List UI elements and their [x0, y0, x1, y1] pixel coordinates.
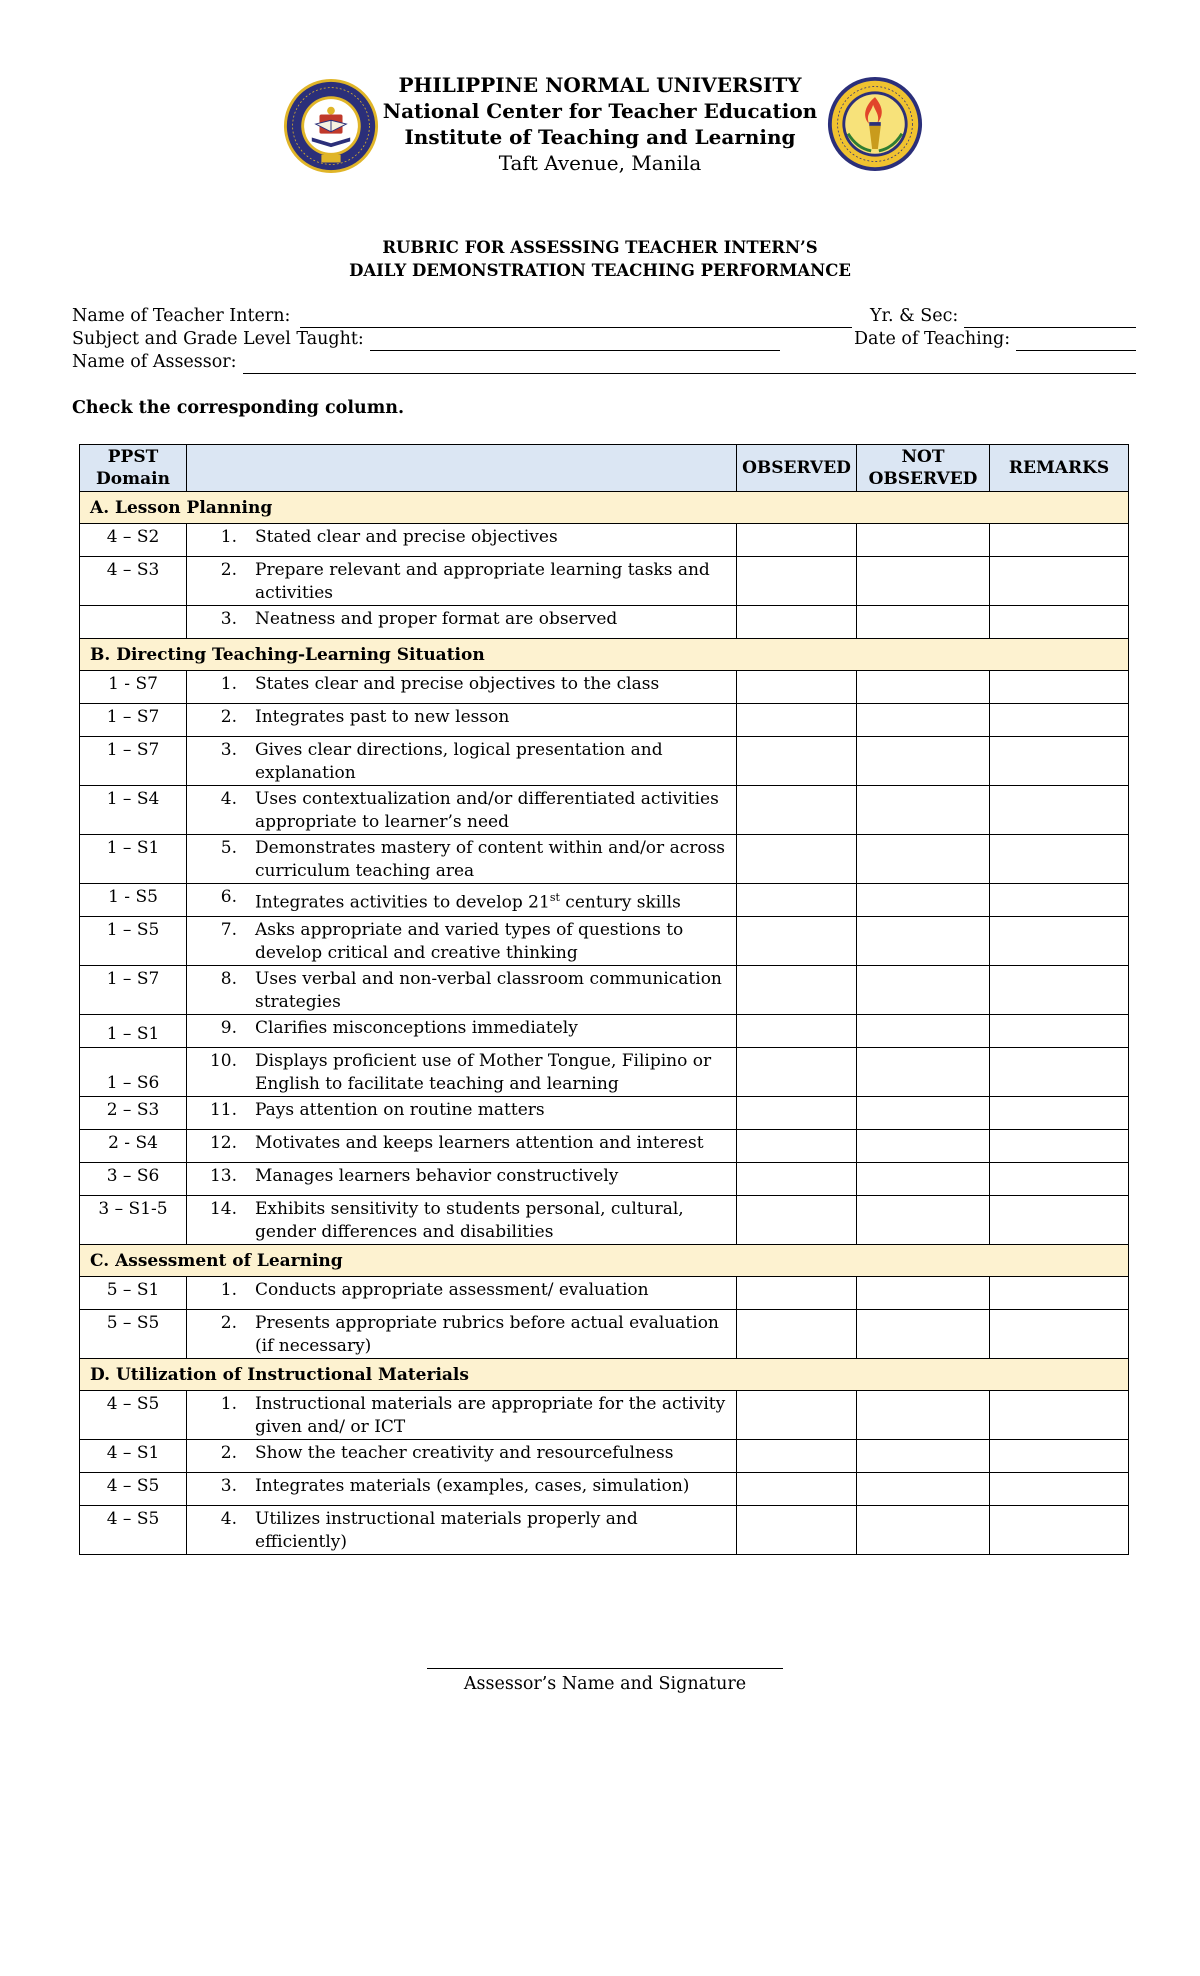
criteria-text: Show the teacher creativity and resourcefulness: [255, 1443, 674, 1463]
not-observed-cell[interactable]: [857, 884, 990, 917]
table-row: [80, 1130, 1129, 1163]
remarks-cell[interactable]: [990, 1310, 1129, 1359]
not-observed-cell[interactable]: [857, 1163, 990, 1196]
date-of-teaching-field[interactable]: [854, 327, 1136, 351]
remarks-cell[interactable]: [990, 1130, 1129, 1163]
criteria-text: Gives clear directions, logical presentation and explanation: [255, 740, 663, 783]
criteria-item: [187, 1393, 736, 1439]
criteria-number: 10.: [209, 1051, 237, 1071]
criteria-item: [187, 788, 736, 834]
not-observed-cell[interactable]: [857, 835, 990, 884]
criteria-number: 9.: [220, 1018, 237, 1038]
criteria-number: 14.: [209, 1199, 237, 1219]
criteria-text: Prepare relevant and appropriate learning tasks and activities: [255, 560, 710, 603]
observed-cell[interactable]: [737, 1506, 857, 1555]
criteria-item: [187, 1475, 736, 1498]
table-row: [80, 835, 1129, 884]
observed-cell[interactable]: [737, 835, 857, 884]
teacher-intern-label: Name of Teacher Intern:: [72, 306, 291, 326]
observed-cell[interactable]: [737, 671, 857, 704]
criteria-item: [187, 1017, 736, 1040]
assessor-name-label: Name of Assessor:: [72, 352, 237, 372]
col-criteria: [187, 445, 737, 492]
criteria-number: 13.: [209, 1166, 237, 1186]
remarks-cell[interactable]: [990, 1015, 1129, 1048]
observed-cell[interactable]: [737, 786, 857, 835]
not-observed-cell[interactable]: [857, 1048, 990, 1097]
criteria-text: Exhibits sensitivity to students personal, cultural, gender differences and disabilities: [255, 1199, 684, 1242]
remarks-cell[interactable]: [990, 1196, 1129, 1245]
instruction-text: Check the corresponding column.: [72, 398, 405, 418]
observed-cell[interactable]: [737, 1196, 857, 1245]
remarks-cell[interactable]: [990, 917, 1129, 966]
table-row: [80, 1310, 1129, 1359]
criteria-item: [187, 919, 736, 965]
criteria-item: [187, 526, 736, 549]
criteria-item: [187, 1508, 736, 1554]
center-name: National Center for Teacher Education: [382, 99, 818, 123]
criteria-number: 1.: [220, 1280, 237, 1300]
criteria-cell: [187, 557, 737, 606]
criteria-text: Conducts appropriate assessment/ evaluation: [255, 1280, 649, 1300]
criteria-text: Manages learners behavior constructively: [255, 1166, 619, 1186]
ppst-domain-cell: 1 – S1: [80, 1015, 187, 1048]
criteria-number: 4.: [220, 1509, 237, 1529]
criteria-number: 2.: [220, 1313, 237, 1333]
criteria-text: Integrates activities to develop 21st century skills: [255, 891, 681, 913]
table-row: [80, 884, 1129, 917]
criteria-number: 5.: [220, 838, 237, 858]
not-observed-cell[interactable]: [857, 524, 990, 557]
criteria-cell: [187, 606, 737, 639]
ppst-domain-cell: 3 – S1-5: [80, 1196, 187, 1245]
not-observed-cell[interactable]: [857, 1097, 990, 1130]
not-observed-cell[interactable]: [857, 1391, 990, 1440]
date-of-teaching-line[interactable]: [1016, 333, 1136, 351]
subject-grade-line[interactable]: [370, 333, 780, 351]
remarks-cell[interactable]: [990, 884, 1129, 917]
institution-header: [360, 72, 840, 176]
teacher-intern-line[interactable]: [300, 310, 852, 328]
criteria-cell: [187, 524, 737, 557]
ppst-domain-cell: 1 - S5: [80, 884, 187, 917]
assessor-name-field[interactable]: [72, 350, 1136, 374]
not-observed-cell[interactable]: [857, 1440, 990, 1473]
table-row: [80, 1277, 1129, 1310]
criteria-number: 11.: [209, 1100, 237, 1120]
observed-cell[interactable]: [737, 884, 857, 917]
criteria-item: [187, 1165, 736, 1188]
ppst-domain-cell: 1 – S4: [80, 786, 187, 835]
ppst-domain-cell: [80, 606, 187, 639]
ordinal-suffix: st: [549, 891, 560, 904]
criteria-text: Stated clear and precise objectives: [255, 527, 558, 547]
remarks-cell[interactable]: [990, 1391, 1129, 1440]
remarks-cell[interactable]: [990, 1048, 1129, 1097]
criteria-cell: [187, 1310, 737, 1359]
section-title: D. Utilization of Instructional Materials: [80, 1359, 1129, 1391]
remarks-cell[interactable]: [990, 1163, 1129, 1196]
section-row: [80, 639, 1129, 671]
section-title: A. Lesson Planning: [80, 492, 1129, 524]
observed-cell[interactable]: [737, 606, 857, 639]
not-observed-cell[interactable]: [857, 1196, 990, 1245]
observed-cell[interactable]: [737, 1391, 857, 1440]
observed-cell[interactable]: [737, 524, 857, 557]
ppst-domain-cell: 1 – S6: [80, 1048, 187, 1097]
date-of-teaching-label: Date of Teaching:: [854, 329, 1011, 349]
not-observed-cell[interactable]: [857, 1130, 990, 1163]
not-observed-cell[interactable]: [857, 671, 990, 704]
rubric-table-body: [80, 492, 1129, 1555]
criteria-number: 2.: [220, 560, 237, 580]
ppst-domain-cell: 5 – S5: [80, 1310, 187, 1359]
criteria-text: Instructional materials are appropriate for the activity given and/ or ICT: [255, 1394, 726, 1437]
institution-address: Taft Avenue, Manila: [498, 151, 702, 175]
remarks-cell[interactable]: [990, 1473, 1129, 1506]
criteria-item: [187, 1099, 736, 1122]
criteria-number: 4.: [220, 789, 237, 809]
criteria-cell: [187, 786, 737, 835]
document-title: [200, 236, 1000, 282]
criteria-number: 1.: [220, 527, 237, 547]
criteria-cell: [187, 1277, 737, 1310]
table-row: [80, 704, 1129, 737]
observed-cell[interactable]: [737, 1310, 857, 1359]
criteria-cell: [187, 884, 737, 917]
section-row: [80, 1245, 1129, 1277]
table-row: [80, 737, 1129, 786]
criteria-text: Presents appropriate rubrics before actual evaluation (if necessary): [255, 1313, 719, 1356]
remarks-cell[interactable]: [990, 671, 1129, 704]
criteria-text: Integrates materials (examples, cases, simulation): [255, 1476, 690, 1496]
yr-sec-line[interactable]: [964, 310, 1136, 328]
table-row: [80, 1440, 1129, 1473]
not-observed-cell[interactable]: [857, 1015, 990, 1048]
criteria-text: Neatness and proper format are observed: [255, 609, 618, 629]
table-row: [80, 606, 1129, 639]
observed-cell[interactable]: [737, 1130, 857, 1163]
remarks-cell[interactable]: [990, 1506, 1129, 1555]
criteria-item: [187, 1279, 736, 1302]
table-row: [80, 524, 1129, 557]
criteria-item: [187, 559, 736, 605]
criteria-number: 2.: [220, 1443, 237, 1463]
criteria-cell: [187, 835, 737, 884]
remarks-cell[interactable]: [990, 557, 1129, 606]
criteria-number: 3.: [220, 609, 237, 629]
criteria-item: [187, 968, 736, 1014]
remarks-cell[interactable]: [990, 606, 1129, 639]
criteria-cell: [187, 1473, 737, 1506]
criteria-number: 6.: [220, 887, 237, 907]
criteria-cell: [187, 966, 737, 1015]
criteria-text: Clarifies misconceptions immediately: [255, 1018, 578, 1038]
institute-name: Institute of Teaching and Learning: [404, 125, 796, 149]
section-row: [80, 1359, 1129, 1391]
observed-cell[interactable]: [737, 1473, 857, 1506]
criteria-cell: [187, 1048, 737, 1097]
ppst-domain-cell: 1 – S1: [80, 835, 187, 884]
criteria-cell: [187, 1097, 737, 1130]
ppst-domain-cell: 3 – S6: [80, 1163, 187, 1196]
ppst-domain-cell: 1 – S5: [80, 917, 187, 966]
criteria-text: States clear and precise objectives to the class: [255, 674, 660, 694]
remarks-cell[interactable]: [990, 524, 1129, 557]
criteria-number: 1.: [220, 674, 237, 694]
criteria-item: [187, 1312, 736, 1358]
not-observed-cell[interactable]: [857, 1277, 990, 1310]
ppst-domain-cell: 4 – S5: [80, 1473, 187, 1506]
subject-grade-field[interactable]: [72, 327, 780, 351]
criteria-text: Displays proficient use of Mother Tongue, Filipino or English to facilitate teaching and learning: [255, 1051, 712, 1094]
criteria-cell: [187, 1391, 737, 1440]
observed-cell[interactable]: [737, 1440, 857, 1473]
subject-grade-label: Subject and Grade Level Taught:: [72, 329, 364, 349]
ppst-domain-cell: 4 – S2: [80, 524, 187, 557]
not-observed-cell[interactable]: [857, 737, 990, 786]
table-row: [80, 1473, 1129, 1506]
criteria-cell: [187, 1015, 737, 1048]
criteria-number: 2.: [220, 707, 237, 727]
criteria-cell: [187, 737, 737, 786]
observed-cell[interactable]: [737, 1048, 857, 1097]
ppst-domain-cell: 4 – S5: [80, 1506, 187, 1555]
ppst-domain-cell: 2 – S3: [80, 1097, 187, 1130]
criteria-item: [187, 739, 736, 785]
criteria-text: Utilizes instructional materials properly and efficiently): [255, 1509, 638, 1552]
section-title: C. Assessment of Learning: [80, 1245, 1129, 1277]
table-row: [80, 1391, 1129, 1440]
signature-label: Assessor’s Name and Signature: [463, 1674, 747, 1694]
yr-sec-label: Yr. & Sec:: [870, 306, 959, 326]
criteria-item: [187, 608, 736, 631]
criteria-text: Motivates and keeps learners attention and interest: [255, 1133, 704, 1153]
col-ppst-domain: PPST Domain: [80, 445, 187, 492]
criteria-text: Integrates past to new lesson: [255, 707, 510, 727]
ppst-domain-cell: 4 – S3: [80, 557, 187, 606]
remarks-cell[interactable]: [990, 966, 1129, 1015]
table-row: [80, 786, 1129, 835]
not-observed-cell[interactable]: [857, 1506, 990, 1555]
criteria-number: 3.: [220, 1476, 237, 1496]
remarks-cell[interactable]: [990, 835, 1129, 884]
criteria-number: 12.: [209, 1133, 237, 1153]
criteria-item: [187, 886, 736, 915]
teacher-intern-field[interactable]: [72, 304, 852, 328]
not-observed-cell[interactable]: [857, 606, 990, 639]
title-line-1: RUBRIC FOR ASSESSING TEACHER INTERN’S: [382, 238, 818, 257]
observed-cell[interactable]: [737, 737, 857, 786]
table-row: [80, 966, 1129, 1015]
criteria-item: [187, 1050, 736, 1096]
criteria-number: 7.: [220, 920, 237, 940]
col-not-observed: NOT OBSERVED: [857, 445, 990, 492]
observed-cell[interactable]: [737, 1163, 857, 1196]
rubric-table: [79, 444, 1129, 1555]
remarks-cell[interactable]: [990, 786, 1129, 835]
section-row: [80, 492, 1129, 524]
ppst-domain-cell: 1 – S7: [80, 966, 187, 1015]
criteria-text: Uses verbal and non-verbal classroom communication strategies: [255, 969, 722, 1012]
not-observed-cell[interactable]: [857, 1473, 990, 1506]
remarks-cell[interactable]: [990, 737, 1129, 786]
criteria-cell: [187, 1506, 737, 1555]
table-row: [80, 1196, 1129, 1245]
ppst-domain-cell: 1 – S7: [80, 704, 187, 737]
table-row: [80, 1163, 1129, 1196]
criteria-cell: [187, 1130, 737, 1163]
table-row: [80, 557, 1129, 606]
table-row: [80, 1506, 1129, 1555]
criteria-text: Asks appropriate and varied types of questions to develop critical and creative thinking: [255, 920, 684, 963]
col-observed: OBSERVED: [737, 445, 857, 492]
observed-cell[interactable]: [737, 1277, 857, 1310]
table-row: [80, 671, 1129, 704]
signature-line[interactable]: [427, 1668, 783, 1669]
table-row: [80, 917, 1129, 966]
remarks-cell[interactable]: [990, 1440, 1129, 1473]
yr-sec-field[interactable]: [870, 304, 1136, 328]
criteria-item: [187, 1198, 736, 1244]
title-line-2: DAILY DEMONSTRATION TEACHING PERFORMANCE: [349, 261, 851, 280]
ppst-domain-cell: 1 - S7: [80, 671, 187, 704]
table-row: [80, 1015, 1129, 1048]
criteria-number: 1.: [220, 1394, 237, 1414]
remarks-cell[interactable]: [990, 1097, 1129, 1130]
not-observed-cell[interactable]: [857, 1310, 990, 1359]
col-remarks: REMARKS: [990, 445, 1129, 492]
ppst-domain-cell: 4 – S5: [80, 1391, 187, 1440]
criteria-cell: [187, 704, 737, 737]
table-header-row: [80, 445, 1129, 492]
criteria-number: 3.: [220, 740, 237, 760]
observed-cell[interactable]: [737, 917, 857, 966]
not-observed-cell[interactable]: [857, 917, 990, 966]
criteria-cell: [187, 671, 737, 704]
observed-cell[interactable]: [737, 1097, 857, 1130]
criteria-cell: [187, 1440, 737, 1473]
ppst-domain-cell: 2 - S4: [80, 1130, 187, 1163]
remarks-cell[interactable]: [990, 704, 1129, 737]
criteria-cell: [187, 917, 737, 966]
observed-cell[interactable]: [737, 557, 857, 606]
criteria-item: [187, 1442, 736, 1465]
ppst-domain-cell: 4 – S1: [80, 1440, 187, 1473]
not-observed-cell[interactable]: [857, 557, 990, 606]
criteria-cell: [187, 1196, 737, 1245]
criteria-text: Demonstrates mastery of content within and/or across curriculum teaching area: [255, 838, 726, 881]
criteria-text: Uses contextualization and/or differentiated activities appropriate to learner’s need: [255, 789, 719, 832]
criteria-item: [187, 1132, 736, 1155]
not-observed-cell[interactable]: [857, 704, 990, 737]
criteria-number: 8.: [220, 969, 237, 989]
pnu-institute-seal-icon: [827, 76, 923, 172]
section-title: B. Directing Teaching-Learning Situation: [80, 639, 1129, 671]
ppst-domain-cell: 5 – S1: [80, 1277, 187, 1310]
criteria-item: [187, 706, 736, 729]
table-row: [80, 1097, 1129, 1130]
assessor-name-line[interactable]: [243, 356, 1136, 374]
university-name: PHILIPPINE NORMAL UNIVERSITY: [398, 73, 802, 97]
ppst-domain-cell: 1 – S7: [80, 737, 187, 786]
observed-cell[interactable]: [737, 966, 857, 1015]
criteria-text: Pays attention on routine matters: [255, 1100, 545, 1120]
criteria-item: [187, 837, 736, 883]
observed-cell[interactable]: [737, 1015, 857, 1048]
criteria-item: [187, 673, 736, 696]
observed-cell[interactable]: [737, 704, 857, 737]
remarks-cell[interactable]: [990, 1277, 1129, 1310]
not-observed-cell[interactable]: [857, 966, 990, 1015]
not-observed-cell[interactable]: [857, 786, 990, 835]
table-row: [80, 1048, 1129, 1097]
criteria-cell: [187, 1163, 737, 1196]
